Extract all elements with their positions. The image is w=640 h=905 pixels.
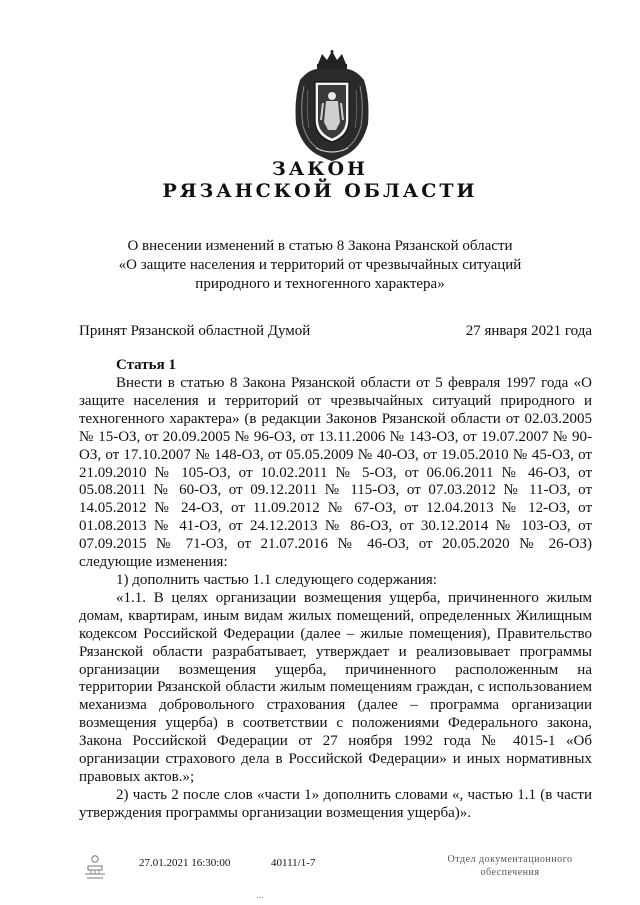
page-marker: ...	[256, 890, 264, 901]
subject-line: О внесении изменений в статью 8 Закона Рязанской области	[127, 238, 513, 254]
subject-line: «О защите населения и территорий от чрезвычайных ситуаций	[118, 257, 522, 273]
article-paragraph: «1.1. В целях организации возмещения ущерба, причиненного жилым домам, квартирам, иным видам жилых помещений, определенных Жилищным кодексом Российской Федерации (далее – жилые помещения), Правительство Рязанской области разрабатывает, утверждает и реализовывает программы организации возмещения ущерба, причиненного расположенным на территории Рязанской области жилым помещениям граждан, с использованием механизма добровольного страхования (далее – программа организации возмещения ущерба) в соответствии с положениями Федерального закона, Закона Российской Федерации от 27 ноября 1992 года № 4015-1 «Об организации страхового дела в Российской Федерации» и иных нормативных правовых актов.»;	[79, 589, 592, 785]
article-title: Статья 1	[116, 357, 176, 373]
registry-logo-icon	[82, 852, 108, 880]
adopted-by: Принят Рязанской областной Думой	[79, 323, 311, 339]
law-title: ЗАКОН	[272, 158, 368, 180]
registration-number: 40111/1-7	[271, 857, 316, 869]
law-subject	[92, 237, 548, 294]
coat-of-arms-icon	[290, 50, 374, 162]
subject-line: природного и техногенного характера»	[195, 276, 445, 292]
registration-datetime: 27.01.2021 16:30:00	[139, 857, 231, 869]
article-paragraph: 1) дополнить частью 1.1 следующего содержания:	[116, 571, 437, 588]
article-body	[79, 375, 592, 823]
department-stamp	[430, 853, 590, 879]
law-region: РЯЗАНСКОЙ ОБЛАСТИ	[162, 180, 478, 202]
adoption-date: 27 января 2021 года	[465, 323, 592, 339]
department-stamp-line: обеспечения	[480, 867, 540, 878]
department-stamp-line: Отдел документационного	[447, 854, 573, 865]
article-paragraph: 2) часть 2 после слов «части 1» дополнить словами «, частью 1.1 (в части утверждения программы организации возмещения ущерба)».	[79, 786, 592, 821]
article-paragraph: Внести в статью 8 Закона Рязанской области от 5 февраля 1997 года «О защите населения и территорий от чрезвычайных ситуаций природного и техногенного характера» (в редакции Законов Рязанской области от 02.03.2005 № 15-ОЗ, от 20.09.2005 № 96-ОЗ, от 13.11.2006 № 143-ОЗ, от 19.07.2007 № 90-ОЗ, от 17.10.2007 № 148-ОЗ, от 05.05.2009 № 40-ОЗ, от 19.05.2010 № 45-ОЗ, от 21.09.2010 № 105-ОЗ, от 10.02.2011 № 5-ОЗ, от 06.06.2011 № 46-ОЗ, от 05.08.2011 № 60-ОЗ, от 09.12.2011 № 115-ОЗ, от 07.03.2012 № 11-ОЗ, от 14.05.2012 № 24-ОЗ, от 11.09.2012 № 67-ОЗ, от 12.04.2013 № 12-ОЗ, от 01.08.2013 № 41-ОЗ, от 24.12.2013 № 86-ОЗ, от 30.12.2014 № 103-ОЗ, от 07.09.2015 № 71-ОЗ, от 21.07.2016 № 46-ОЗ, от 20.05.2020 № 26-ОЗ) следующие изменения:	[79, 375, 592, 571]
